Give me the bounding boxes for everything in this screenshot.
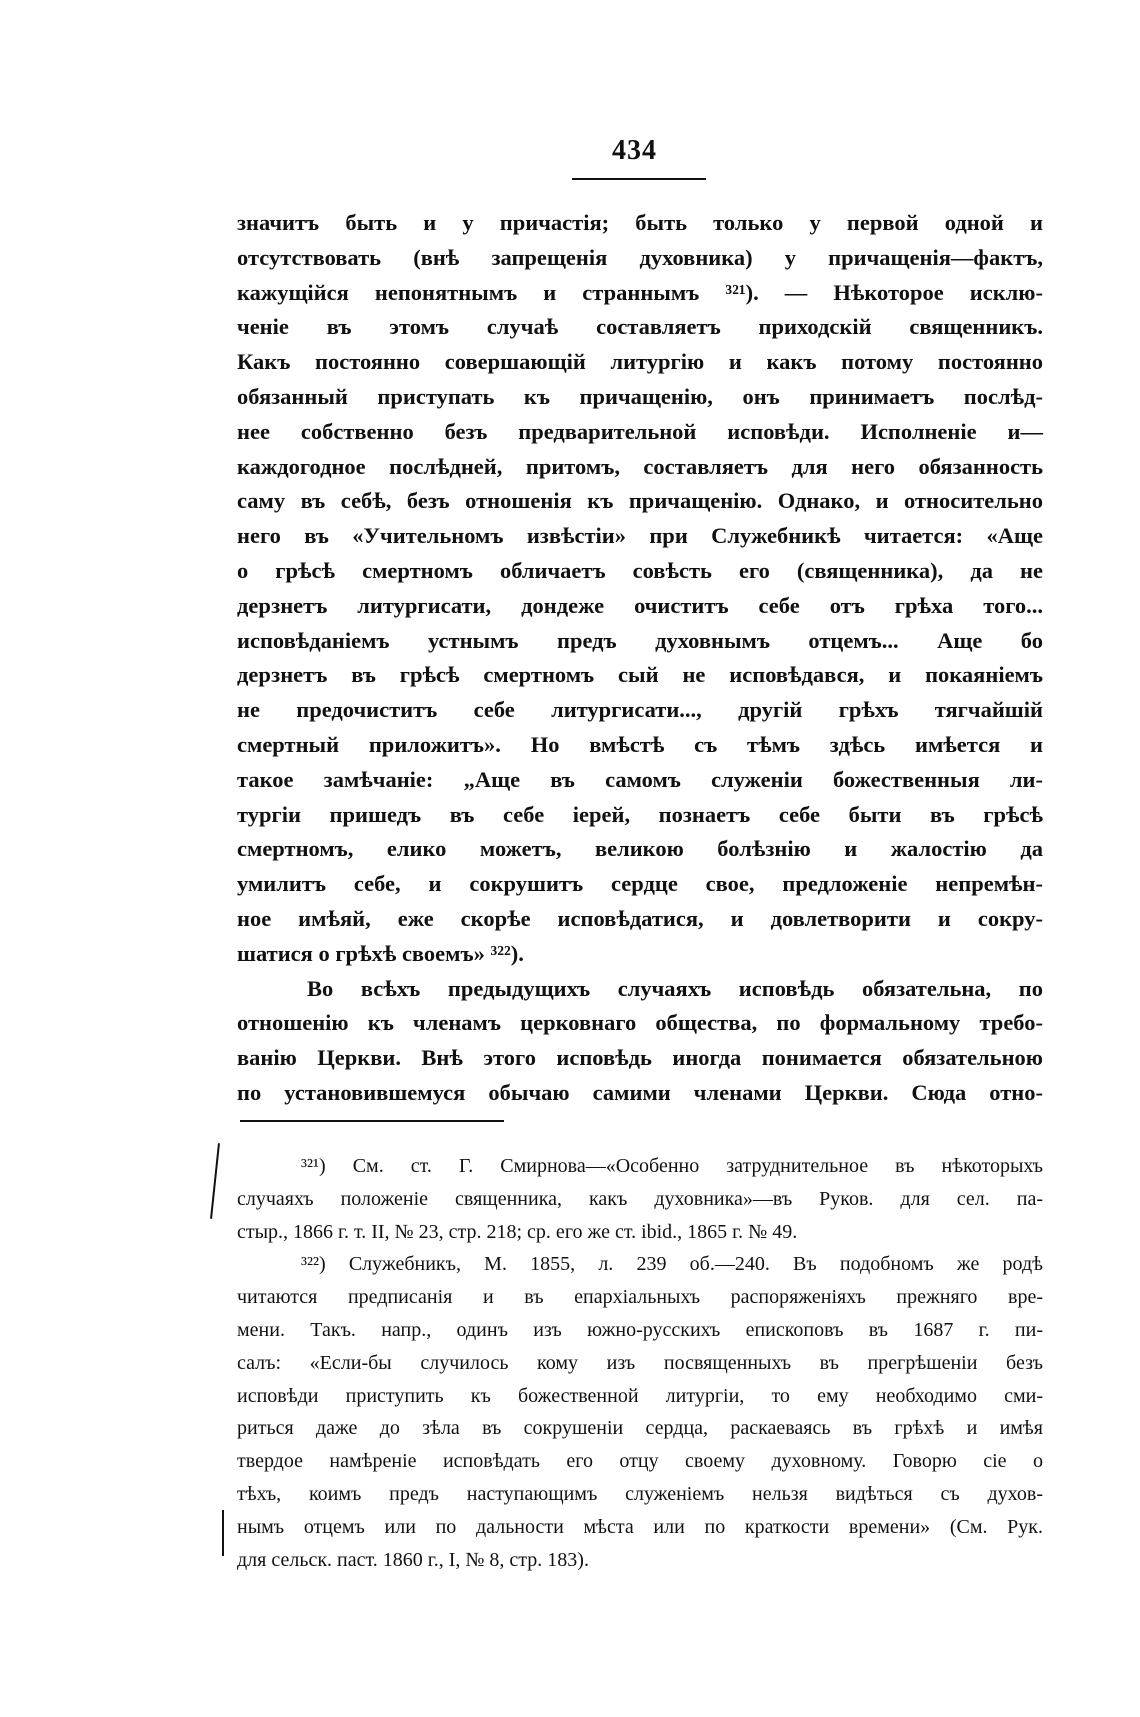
footnote-line: случаяхъ положеніе священника, какъ духовника»—въ Руков. для сел. па- <box>237 1187 1043 1210</box>
page-number: 434 <box>612 135 657 166</box>
text-line: умилитъ себе, и сокрушитъ сердце свое, предложеніе непремѣн- <box>237 871 1043 897</box>
footnote-line: для сельск. паст. 1860 г., I, № 8, стр. 183). <box>237 1548 589 1571</box>
text-line: не предочиститъ себе литургисати..., другій грѣхъ тягчайшій <box>237 697 1043 723</box>
text-line: значитъ быть и у причастія; быть только у первой одной и <box>237 210 1043 235</box>
footnote-line: исповѣди приступить къ божественной литургіи, то ему необходимо сми- <box>237 1384 1043 1407</box>
text-line: ченіе въ этомъ случаѣ составляетъ приходскій священникъ. <box>237 314 1043 340</box>
text-line: ное имѣяй, еже скорѣе исповѣдатися, и довлетворити и сокру- <box>237 905 1043 931</box>
text-line: Какъ постоянно совершающій литургію и какъ потому постоянно <box>237 349 1043 375</box>
footnote-line: читаются предписанія и въ епархіальныхъ распоряженіяхъ прежняго вре- <box>237 1286 1043 1309</box>
text-line: Во всѣхъ предыдущихъ случаяхъ исповѣдь обязательна, по <box>307 975 1043 1001</box>
footnote-line: стыр., 1866 г. т. II, № 23, стр. 218; ср. его же ст. ibid., 1865 г. № 49. <box>237 1220 798 1243</box>
text-line: дерзнетъ въ грѣсѣ смертномъ сый не исповѣдався, и покаяніемъ <box>237 662 1043 688</box>
footnotes <box>237 1150 1043 1576</box>
footnote-line: ³²²) Служебникъ, М. 1855, л. 239 об.—240. Въ подобномъ же родѣ <box>301 1253 1043 1276</box>
text-line: кажущійся непонятнымъ и страннымъ ³²¹). — Нѣкоторое исклю- <box>237 279 1043 305</box>
footnote-line: нымъ отцемъ или по дальности мѣста или по краткости времени» (См. Рук. <box>237 1515 1043 1538</box>
text-line: смертный приложитъ». Но вмѣстѣ съ тѣмъ здѣсь имѣется и <box>237 731 1043 757</box>
footnote-line: ³²¹) См. ст. Г. Смирнова—«Особенно затруднительное въ нѣкоторыхъ <box>301 1155 1043 1177</box>
footnote-line: мени. Такъ. напр., одинъ изъ южно-русскихъ епископовъ въ 1687 г. пи- <box>237 1318 1043 1341</box>
text-line: отношенію къ членамъ церковнаго общества, по формальному требо- <box>237 1010 1043 1036</box>
header-rule <box>572 178 706 180</box>
margin-pencil-mark <box>222 1510 224 1556</box>
text-line: нее собственно безъ предварительной исповѣди. Исполненіе и— <box>237 418 1043 444</box>
footnote-line: риться даже до зѣла въ сокрушеніи сердца, раскаеваясь въ грѣхѣ и имѣя <box>237 1417 1043 1440</box>
text-line: о грѣсѣ смертномъ обличаетъ совѣсть его (священника), да не <box>237 557 1043 583</box>
text-line: саму въ себѣ, безъ отношенія къ причащенію. Однако, и относительно <box>237 488 1043 514</box>
footnote-rule <box>240 1120 504 1122</box>
footnote-line: салъ: «Если-бы случилось кому изъ посвященныхъ въ прегрѣшеніи безъ <box>237 1351 1043 1374</box>
footnote-line: твердое намѣреніе исповѣдать его отцу своему духовному. Говорю сіе о <box>237 1450 1043 1473</box>
text-line: каждогодное послѣдней, притомъ, составляетъ для него обязанность <box>237 453 1043 479</box>
margin-pencil-mark <box>210 1143 220 1219</box>
text-line: дерзнетъ литургисати, дондеже очиститъ себе отъ грѣха того... <box>237 592 1043 618</box>
main-text <box>237 206 1043 1111</box>
text-line: отсутствовать (внѣ запрещенія духовника) у причащенія—фактъ, <box>237 244 1043 270</box>
text-line: тургіи пришедъ въ себе іерей, познаетъ себе быти въ грѣсѣ <box>237 801 1043 827</box>
text-line: смертномъ, елико можетъ, великою болѣзнію и жалостію да <box>237 836 1043 862</box>
text-line: шатися о грѣхѣ своемъ» ³²²). <box>237 940 524 966</box>
text-line: такое замѣчаніе: „Аще въ самомъ служеніи божественныя ли- <box>237 766 1043 792</box>
text-line: обязанный приступать къ причащенію, онъ принимаетъ послѣд- <box>237 383 1043 409</box>
text-line: него въ «Учительномъ извѣстіи» при Служебникѣ читается: «Аще <box>237 523 1043 549</box>
text-line: по установившемуся обычаю самими членами Церкви. Сюда отно- <box>237 1079 1043 1105</box>
text-line: ванію Церкви. Внѣ этого исповѣдь иногда понимается обязательною <box>237 1045 1043 1071</box>
text-line: исповѣданіемъ устнымъ предъ духовнымъ отцемъ... Аще бо <box>237 627 1043 653</box>
footnote-line: тѣхъ, коимъ предъ наступающимъ служеніемъ нельзя видѣться съ духов- <box>237 1482 1043 1505</box>
